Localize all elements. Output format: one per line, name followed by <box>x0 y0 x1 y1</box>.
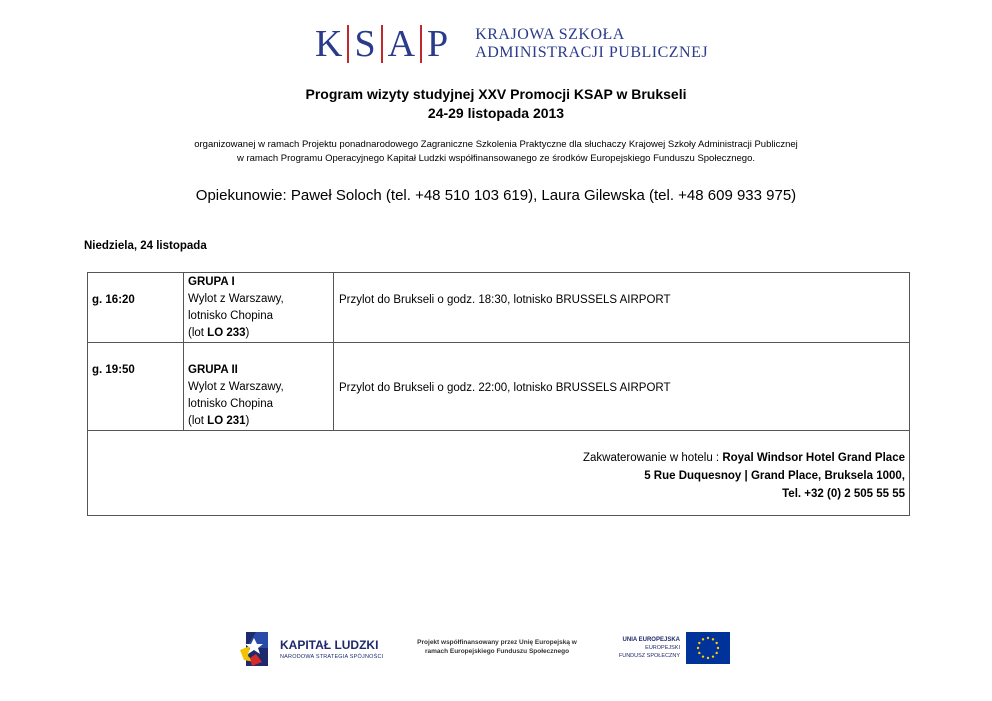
eu-star <box>702 655 704 657</box>
row1-group: GRUPA I <box>188 276 235 288</box>
hotel-line1 <box>583 449 905 467</box>
flight-number: LO 233 <box>207 327 246 339</box>
flight-suffix: ) <box>245 415 250 427</box>
row1-arrival: Przylot do Brukseli o godz. 18:30, lotnisko BRUSSELS AIRPORT <box>339 294 671 306</box>
logo-letter-a: A <box>387 23 416 65</box>
row2-departure <box>188 362 284 430</box>
ksap-logo <box>310 22 708 66</box>
kapital-ludzki-icon <box>240 628 272 668</box>
eu-star <box>717 647 719 649</box>
hotel-address: 5 Rue Duquesnoy | Grand Place, Bruksela 1000, <box>644 470 905 482</box>
eu-star <box>702 638 704 640</box>
eu-star <box>707 637 709 639</box>
row2-from-line1: Wylot z Warszawy, <box>188 381 284 393</box>
project-note <box>402 638 592 656</box>
eu-caption-line2: EUROPEJSKI <box>645 645 680 651</box>
kapital-ludzki-subtitle: NARODOWA STRATEGIA SPÓJNOŚCI <box>280 654 384 660</box>
hotel-name: Royal Windsor Hotel Grand Place <box>722 452 905 464</box>
logo-letter-k: K <box>315 23 343 65</box>
column-divider <box>183 273 184 431</box>
eu-star <box>707 657 709 659</box>
kapital-ludzki-title: KAPITAŁ LUDZKI <box>280 638 379 652</box>
hotel-info <box>583 449 905 503</box>
row1-from-line2: lotnisko Chopina <box>188 310 274 322</box>
eu-caption-line3: FUNDUSZ SPOŁECZNY <box>618 653 680 659</box>
row2-from-line2: lotnisko Chopina <box>188 398 274 410</box>
row1-departure <box>188 274 284 342</box>
guardians-info: Opiekunowie: Paweł Soloch (tel. +48 510 103 619), Laura Gilewska (tel. +48 609 933 975) <box>195 187 797 204</box>
logo-text <box>475 26 708 62</box>
eu-star <box>698 642 700 644</box>
eu-star <box>712 638 714 640</box>
project-note-line1: Projekt współfinansowany przez Unię Europejską w <box>417 639 577 646</box>
eu-star <box>698 652 700 654</box>
eu-star <box>712 655 714 657</box>
row-divider <box>88 430 909 431</box>
column-divider <box>333 273 334 431</box>
row2-time: g. 19:50 <box>92 364 135 376</box>
eu-star <box>697 647 699 649</box>
subtitle-line2: w ramach Programu Operacyjnego Kapitał Ludzki współfinansowanego ze środków Europejskiego Funduszu Społecznego. <box>236 153 756 164</box>
row2-arrival: Przylot do Brukseli o godz. 22:00, lotnisko BRUSSELS AIRPORT <box>339 382 671 394</box>
eu-caption <box>592 636 680 660</box>
project-note-line2: ramach Europejskiego Funduszu Społecznego <box>424 648 570 655</box>
page-dates: 24-29 listopada 2013 <box>427 105 565 121</box>
flight-suffix: ) <box>245 327 250 339</box>
logo-letter-s: S <box>354 23 376 65</box>
row1-from-line1: Wylot z Warszawy, <box>188 293 284 305</box>
page-title: Program wizyty studyjnej XXV Promocji KSAP w Brukseli <box>305 86 687 102</box>
logo-text-line2: ADMINISTRACJI PUBLICZNEJ <box>475 44 709 61</box>
eu-star <box>715 652 717 654</box>
row-divider <box>88 342 909 343</box>
eu-flag-icon <box>686 632 730 664</box>
hotel-phone: Tel. +32 (0) 2 505 55 55 <box>782 488 905 500</box>
logo-letter-p: P <box>427 23 449 65</box>
eu-caption-line1: UNIA EUROPEJSKA <box>622 637 680 643</box>
footer-logos <box>240 628 735 672</box>
flight-prefix: (lot <box>188 415 208 427</box>
schedule-table <box>87 272 910 516</box>
flight-number: LO 231 <box>207 415 246 427</box>
row2-flight <box>188 413 284 430</box>
flight-prefix: (lot <box>188 327 208 339</box>
subtitle-line1: organizowanej w ramach Projektu ponadnarodowego Zagraniczne Szkolenia Praktyczne dla słuchaczy Krajowej Szkoły Administracji Publicznej <box>194 139 798 150</box>
row1-flight <box>188 325 284 342</box>
row2-group: GRUPA II <box>188 364 238 376</box>
row1-time: g. 16:20 <box>92 294 135 306</box>
day-heading: Niedziela, 24 listopada <box>84 240 207 252</box>
logo-text-line1: KRAJOWA SZKOŁA <box>475 26 625 43</box>
eu-star <box>715 642 717 644</box>
hotel-label: Zakwaterowanie w hotelu : <box>582 452 723 464</box>
